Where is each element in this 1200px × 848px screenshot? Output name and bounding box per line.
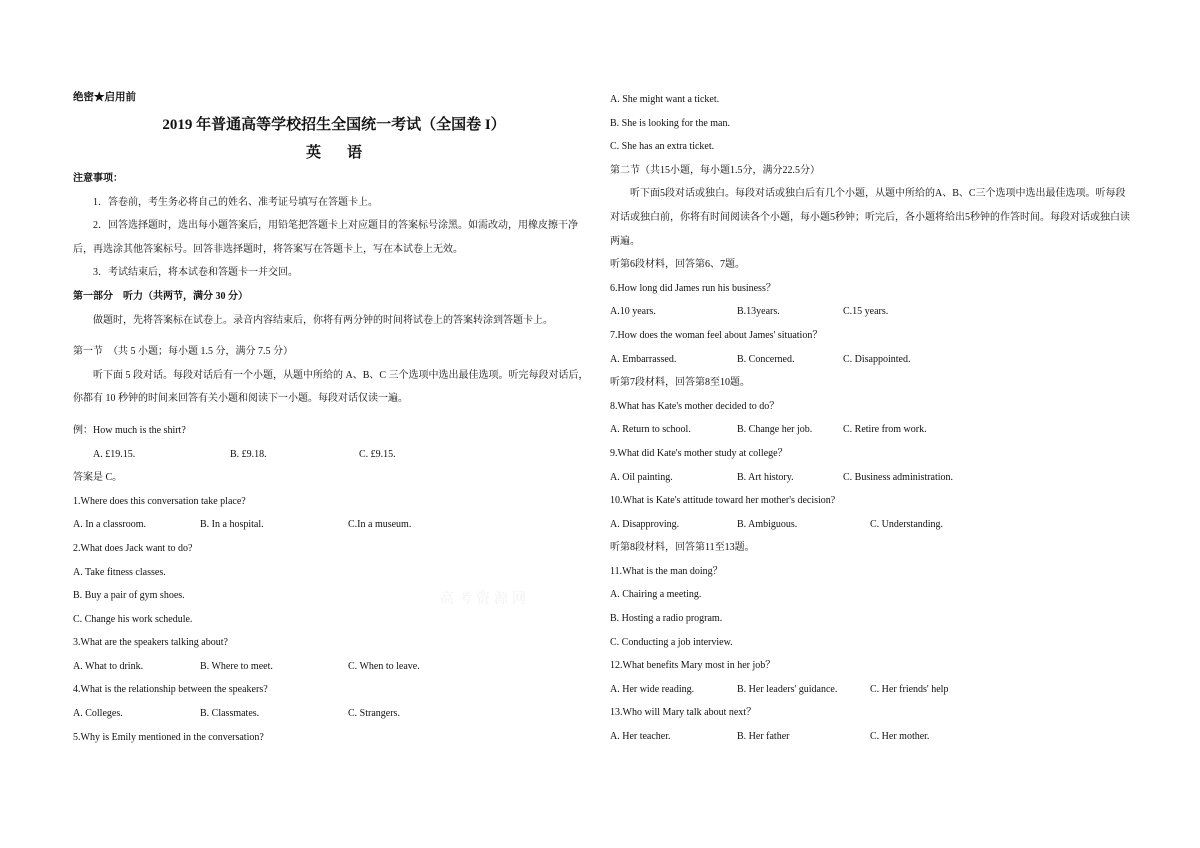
q5-option-a: A. She might want a ticket. <box>610 94 720 105</box>
example-answer: 答案是 C。 <box>73 472 123 484</box>
question-options <box>610 513 1130 537</box>
watermark: 高考资源网 <box>440 592 530 607</box>
question-stem: 1.Where does this conversation take place? <box>73 495 246 507</box>
right-column <box>610 88 1130 749</box>
option-a: A. What to drink. <box>73 660 144 672</box>
question-options <box>610 300 1130 324</box>
question-stem: 10.What is Kate's attitude toward her mother's decision? <box>610 495 836 507</box>
option-b: B. Art history. <box>737 471 794 483</box>
question-options <box>610 725 1130 749</box>
option-a: A. Return to school. <box>610 424 691 436</box>
option-a: A. Oil painting. <box>610 471 673 483</box>
section1-heading: 第一节 （共 5 小题；每小题 1.5 分，满分 7.5 分） <box>73 346 293 358</box>
question-stem: 9.What did Kate's mother study at college？ <box>610 447 788 459</box>
question-option: C. Change his work schedule. <box>73 613 193 625</box>
question-stem: 3.What are the speakers talking about? <box>73 637 228 649</box>
subject-title: 英语 <box>305 145 388 161</box>
option-b: B. Her father <box>737 731 790 743</box>
question-stem: 6.How long did James run his business？ <box>610 282 776 294</box>
q5-option-c: C. She has an extra ticket. <box>610 141 715 153</box>
question-stem: 12.What benefits Mary most in her job？ <box>610 660 776 672</box>
question-options <box>610 678 1130 702</box>
option-c: C. Retire from work. <box>843 424 927 436</box>
question-stem: 11.What is the man doing？ <box>610 565 723 577</box>
example-option-c: C. £9.15. <box>359 448 396 460</box>
left-questions <box>73 490 595 750</box>
option-c: C.15 years. <box>843 306 889 318</box>
q5-option-b: B. She is looking for the man. <box>610 117 730 129</box>
notice-heading: 注意事项： <box>73 173 123 184</box>
secret-label: 绝密★启用前 <box>73 92 136 103</box>
question-stem: 7.How does the woman feel about James' situation？ <box>610 329 823 341</box>
question-stem: 8.What has Kate's mother decided to do？ <box>610 400 780 412</box>
option-b: B. Classmates. <box>200 708 260 720</box>
option-b: B.13years. <box>737 306 780 318</box>
example-option-a: A. £19.15. <box>93 448 136 460</box>
section2-instruction: 听下面5段对话或独白。每段对话或独白后有几个小题，从题中所给的A、B、C三个选项中选出最佳选项。听每段对话或独白前，你将有时间阅读各个小题，每小题5秒钟；听完后，各小题将给出5秒钟的作答时间。每段对话或独白读两遍。 <box>610 188 1130 247</box>
question-option: A. Take fitness classes. <box>73 566 166 578</box>
option-c: C. Understanding. <box>870 518 944 530</box>
option-a: A. Her wide reading. <box>610 683 695 695</box>
option-a: A. Disapproving. <box>610 518 680 530</box>
question-options <box>610 466 1130 490</box>
example-options <box>73 443 595 467</box>
question-stem: 4.What is the relationship between the speakers? <box>73 684 268 696</box>
section1-instruction: 听下面 5 段对话。每段对话后有一个小题，从题中所给的 A、B、C 三个选项中选出最佳选项。听完每段对话后，你都有 10 秒钟的时间来回答有关小题和阅读下一小题。每段对话仅读一遍。 <box>73 369 589 405</box>
question-options <box>73 513 595 537</box>
question-options <box>610 348 1130 372</box>
exam-title: 2019 年普通高等学校招生全国统一考试（全国卷 I） <box>162 117 506 133</box>
option-b: B. Her leaders' guidance. <box>737 683 838 695</box>
option-c: C. Strangers. <box>348 708 400 720</box>
question-option: C. Conducting a job interview. <box>610 636 733 648</box>
part1-instruction: 做题时，先将答案标在试卷上。录音内容结束后，你将有两分钟的时间将试卷上的答案转涂到答题卡上。 <box>93 314 553 326</box>
option-c: C. When to leave. <box>348 660 420 672</box>
option-b: B. Where to meet. <box>200 660 273 672</box>
example-option-b: B. £9.18. <box>230 448 267 460</box>
option-b: B. In a hospital. <box>200 519 264 531</box>
left-column <box>73 88 595 749</box>
question-stem: 13.Who will Mary talk about next？ <box>610 707 757 719</box>
question-option: B. Hosting a radio program. <box>610 613 723 625</box>
section2-heading: 第二节（共15小题，每小题1.5分，满分22.5分） <box>610 164 820 176</box>
option-b: B. Change her job. <box>737 424 813 436</box>
question-stem: 5.Why is Emily mentioned in the conversation? <box>73 731 264 743</box>
notice-item: 2．回答选择题时，选出每小题答案后，用铅笔把答题卡上对应题目的答案标号涂黑。如需改动，用橡皮擦干净后，再选涂其他答案标号。回答非选择题时，将答案写在答题卡上，写在本试卷上无效。 <box>73 220 578 255</box>
question-option: B. Buy a pair of gym shoes. <box>73 590 185 602</box>
question-stem: 2.What does Jack want to do? <box>73 542 193 554</box>
option-a: A. Colleges. <box>73 708 123 720</box>
option-a: A. Her teacher. <box>610 731 671 743</box>
question-options <box>610 418 1130 442</box>
example-question: 例：How much is the shirt? <box>73 424 186 436</box>
option-a: A.10 years. <box>610 306 656 318</box>
material-note: 听第7段材料，回答第8至10题。 <box>610 377 750 389</box>
option-a: A. In a classroom. <box>73 519 147 531</box>
right-questions <box>610 253 1130 748</box>
notice-item: 3．考试结束后，将本试卷和答题卡一并交回。 <box>93 267 298 279</box>
option-c: C. Her mother. <box>870 731 930 743</box>
option-a: A. Embarrassed. <box>610 353 677 365</box>
question-options <box>73 655 595 679</box>
question-options <box>73 702 595 726</box>
material-note: 听第6段材料，回答第6、7题。 <box>610 259 745 271</box>
option-b: B. Concerned. <box>737 353 795 365</box>
material-note: 听第8段材料，回答第11至13题。 <box>610 542 755 554</box>
question-option: A. Chairing a meeting. <box>610 589 702 601</box>
option-c: C. Business administration. <box>843 471 953 483</box>
part1-heading: 第一部分 听力（共两节，满分 30 分） <box>73 290 248 302</box>
notice-item: 1．答卷前，考生务必将自己的姓名、准考证号填写在答题卡上。 <box>93 196 378 208</box>
option-c: C.In a museum. <box>348 519 412 531</box>
option-c: C. Her friends' help <box>870 683 949 695</box>
option-b: B. Ambiguous. <box>737 518 798 530</box>
option-c: C. Disappointed. <box>843 353 911 365</box>
